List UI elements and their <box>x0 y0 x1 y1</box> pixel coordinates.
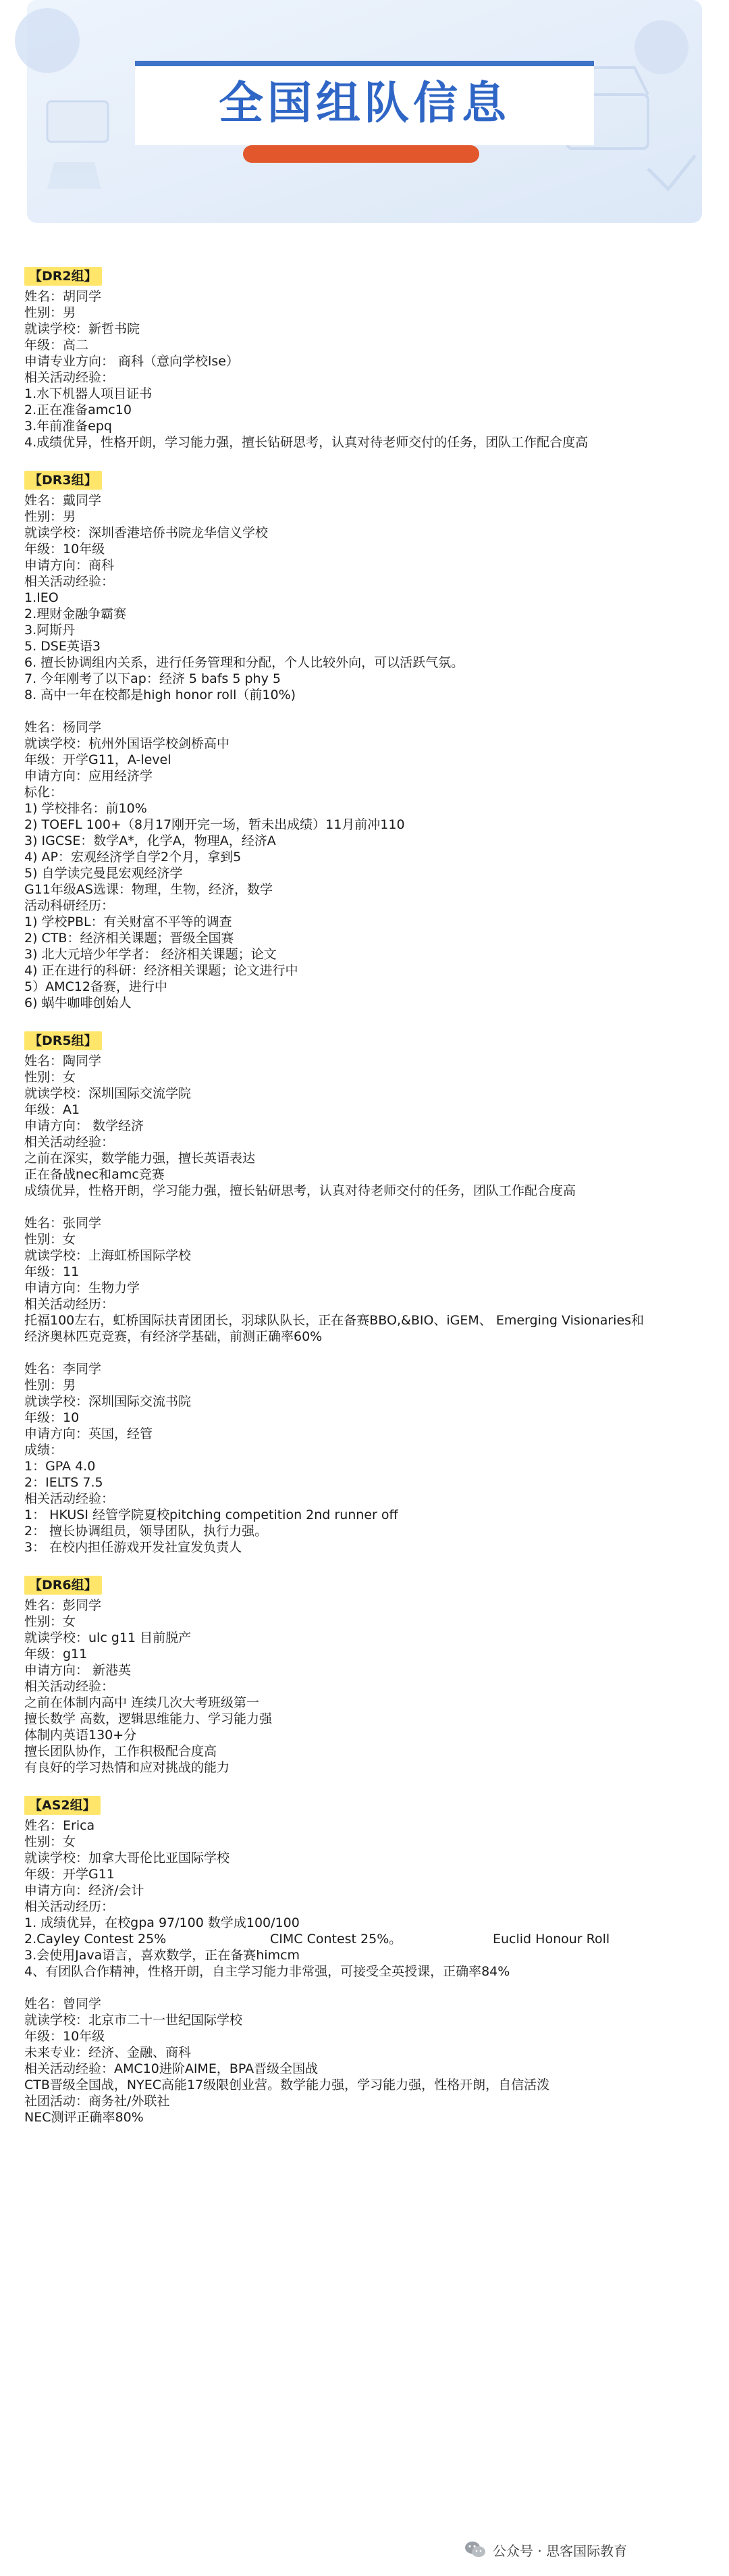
info-line: 相关活动经验： <box>24 1491 115 1506</box>
info-line: 4、有团队合作精神，性格开朗，自主学习能力非常强，可接受全英授课，正确率84% <box>24 1964 510 1979</box>
info-line: 姓名：杨同学 <box>24 720 102 735</box>
info-line: 就读学校：深圳国际交流书院 <box>24 1394 192 1409</box>
info-line: 相关活动经验：AMC10进阶AIME，BPA晋级全国战 <box>24 2061 319 2076</box>
info-line: 8. 高中一年在校都是high honor roll（前10%) <box>24 688 296 702</box>
info-line-col: Euclid Honour Roll <box>493 1932 610 1947</box>
info-line: 就读学校：深圳国际交流学院 <box>24 1086 192 1101</box>
info-line: 4) AP：宏观经济学自学2个月，拿到5 <box>24 850 242 865</box>
group-tag: 【AS2组】 <box>24 1796 101 1815</box>
info-line: 年级：开学G11，A-level <box>24 752 171 767</box>
info-line: 2.理财金融争霸赛 <box>24 607 127 621</box>
info-line: 2) CTB：经济相关课题；晋级全国赛 <box>24 931 234 946</box>
info-line: 姓名：Erica <box>24 1818 95 1833</box>
info-line: 姓名：戴同学 <box>24 493 102 508</box>
info-line: 年级：g11 <box>24 1647 88 1661</box>
info-line: 申请方向：英国，经管 <box>24 1426 153 1441</box>
info-line: 性别：男 <box>24 1378 76 1393</box>
info-line: 姓名：曾同学 <box>24 1997 102 2011</box>
info-line: 2.正在准备amc10 <box>24 403 132 417</box>
group-tag: 【DR5组】 <box>24 1031 102 1050</box>
info-line: 姓名：李同学 <box>24 1362 102 1376</box>
group-tag: 【DR3组】 <box>24 471 102 490</box>
info-line: 申请方向：商科 <box>24 558 115 573</box>
info-line: 擅长数学 高数，逻辑思维能力、学习能力强 <box>24 1711 273 1726</box>
info-line: 就读学校：ulc g11 目前脱产 <box>24 1630 192 1645</box>
info-line: 相关活动经验： <box>24 574 115 589</box>
info-line: 性别：男 <box>24 305 76 320</box>
watermark-text: 公众号 · 思客国际教育 <box>493 2542 628 2559</box>
banner-title: 全国组队信息 <box>219 77 510 129</box>
info-line: 1.IEO <box>24 590 59 605</box>
info-line: 经济奥林匹克竞赛，有经济学基础，前测正确率60% <box>24 1329 323 1344</box>
info-line: 就读学校：加拿大哥伦比亚国际学校 <box>24 1851 230 1865</box>
info-line: 5. DSE英语3 <box>24 639 101 654</box>
info-line: 标化： <box>24 785 63 800</box>
info-line: 姓名：彭同学 <box>24 1598 102 1613</box>
info-line: 3.年前准备epq <box>24 419 112 434</box>
info-line: 擅长团队协作，工作积极配合度高 <box>24 1744 217 1759</box>
info-line: 就读学校：杭州外国语学校剑桥高中 <box>24 736 230 751</box>
info-line: 申请方向： 数学经济 <box>24 1118 144 1133</box>
info-line: 3) 北大元培少年学者： 经济相关课题；论文 <box>24 947 277 962</box>
info-line: 3.阿斯丹 <box>24 623 76 638</box>
info-line: 4) 正在进行的科研：经济相关课题；论文进行中 <box>24 963 298 978</box>
info-line: 有良好的学习热情和应对挑战的能力 <box>24 1760 230 1775</box>
info-line: NEC测评正确率80% <box>24 2110 144 2125</box>
info-line: 年级：A1 <box>24 1102 80 1117</box>
info-line: 之前在深实，数学能力强，擅长英语表达 <box>24 1151 256 1166</box>
info-line: 6. 擅长协调组内关系，进行任务管理和分配，个人比较外向，可以活跃气氛。 <box>24 655 464 670</box>
info-line: 性别：女 <box>24 1232 76 1247</box>
info-line: 年级：开学G11 <box>24 1867 115 1882</box>
info-line: 7. 今年刚考了以下ap：经济 5 bafs 5 phy 5 <box>24 671 281 686</box>
info-line-col: CIMC Contest 25%。 <box>270 1932 402 1947</box>
info-line: CTB晋级全国战，NYEC高能17级限创业营。数学能力强，学习能力强，性格开朗，自信活泼 <box>24 2078 550 2092</box>
info-line: 就读学校：深圳香港培侨书院龙华信义学校 <box>24 525 269 540</box>
info-line: 托福100左右，虹桥国际扶青团团长，羽球队队长，正在备赛BBO,&BIO、iGEM、 Emerging Visionaries和 <box>24 1313 645 1328</box>
info-line: 申请方向：经济/会计 <box>24 1883 144 1898</box>
info-line: 性别：女 <box>24 1070 76 1085</box>
info-line: 相关活动经验： <box>24 370 115 385</box>
info-line: 2： 擅长协调组员，领导团队，执行力强。 <box>24 1524 268 1539</box>
info-line: 相关活动经验： <box>24 1679 115 1694</box>
header-banner <box>0 0 729 223</box>
info-line: 6) 蜗牛咖啡创始人 <box>24 996 132 1010</box>
info-line: 年级：10年级 <box>24 2029 105 2044</box>
info-line: 2) TOEFL 100+（8月17刚开完一场，暂未出成绩）11月前冲110 <box>24 817 405 832</box>
info-line: 就读学校：上海虹桥国际学校 <box>24 1248 192 1263</box>
info-line: 就读学校：新哲书院 <box>24 321 140 336</box>
info-line: 年级：11 <box>24 1264 80 1279</box>
info-line: 姓名：陶同学 <box>24 1054 102 1068</box>
info-line: 申请专业方向： 商科（意向学校lse） <box>24 354 239 369</box>
info-line: 3.会使用Java语言，喜欢数学，正在备赛himcm <box>24 1948 300 1963</box>
info-line: 3) IGCSE：数学A*，化学A，物理A，经济A <box>24 833 276 848</box>
info-line: 1. 成绩优异，在校gpa 97/100 数学成100/100 <box>24 1915 300 1930</box>
info-line: 相关活动经验： <box>24 1135 115 1150</box>
info-line: 成绩优异，性格开朗，学习能力强，擅长钻研思考，认真对待老师交付的任务，团队工作配合度高 <box>24 1183 576 1198</box>
info-line: 活动科研经历： <box>24 898 115 913</box>
info-line: 姓名：胡同学 <box>24 289 102 304</box>
wechat-icon <box>464 2540 486 2559</box>
info-line: 1： HKUSI 经管学院夏校pitching competition 2nd runner off <box>24 1508 398 1522</box>
info-line: 性别：女 <box>24 1614 76 1629</box>
info-line: 1) 学校PBL：有关财富不平等的调查 <box>24 915 232 929</box>
info-line: 3： 在校内担任游戏开发社宣发负责人 <box>24 1540 242 1555</box>
info-line: 成绩： <box>24 1443 63 1458</box>
info-line: 性别：女 <box>24 1834 76 1849</box>
info-line: 申请方向：生物力学 <box>24 1281 140 1295</box>
info-line: 正在备战nec和amc竞赛 <box>24 1167 165 1182</box>
info-line: 2：IELTS 7.5 <box>24 1475 103 1490</box>
info-line: 4.成绩优异，性格开朗，学习能力强，擅长钻研思考，认真对待老师交付的任务，团队工作配合度高 <box>24 435 589 450</box>
info-line: 5) 自学读完曼昆宏观经济学 <box>24 866 183 881</box>
info-line: 1.水下机器人项目证书 <box>24 386 153 401</box>
info-line: 姓名：张同学 <box>24 1216 102 1231</box>
info-line: 社团活动：商务社/外联社 <box>24 2094 170 2109</box>
info-line: 1：GPA 4.0 <box>24 1459 96 1474</box>
group-tag: 【DR6组】 <box>24 1576 102 1595</box>
info-line: 相关活动经历： <box>24 1899 115 1914</box>
info-line: 年级：10 <box>24 1410 80 1425</box>
info-line: 申请方向： 新港英 <box>24 1663 132 1678</box>
info-line: 年级：高二 <box>24 338 89 353</box>
info-line: 5）AMC12备赛，进行中 <box>24 979 167 994</box>
info-line: 相关活动经历： <box>24 1297 115 1312</box>
info-line: 性别：男 <box>24 509 76 524</box>
info-line: G11年级AS选课：物理，生物，经济，数学 <box>24 882 273 897</box>
info-line: 申请方向：应用经济学 <box>24 769 153 783</box>
team-info-content <box>0 267 729 2496</box>
info-line: 体制内英语130+分 <box>24 1728 137 1743</box>
info-line: 未来专业：经济、金融、商科 <box>24 2045 192 2060</box>
info-line: 之前在体制内高中 连续几次大考班级第一 <box>24 1695 260 1710</box>
info-line-col: 2.Cayley Contest 25% <box>24 1932 167 1947</box>
info-line: 就读学校：北京市二十一世纪国际学校 <box>24 2013 243 2028</box>
group-tag: 【DR2组】 <box>24 267 102 286</box>
watermark <box>464 2538 627 2561</box>
info-line: 1) 学校排名：前10% <box>24 801 147 816</box>
info-line: 年级：10年级 <box>24 542 105 557</box>
